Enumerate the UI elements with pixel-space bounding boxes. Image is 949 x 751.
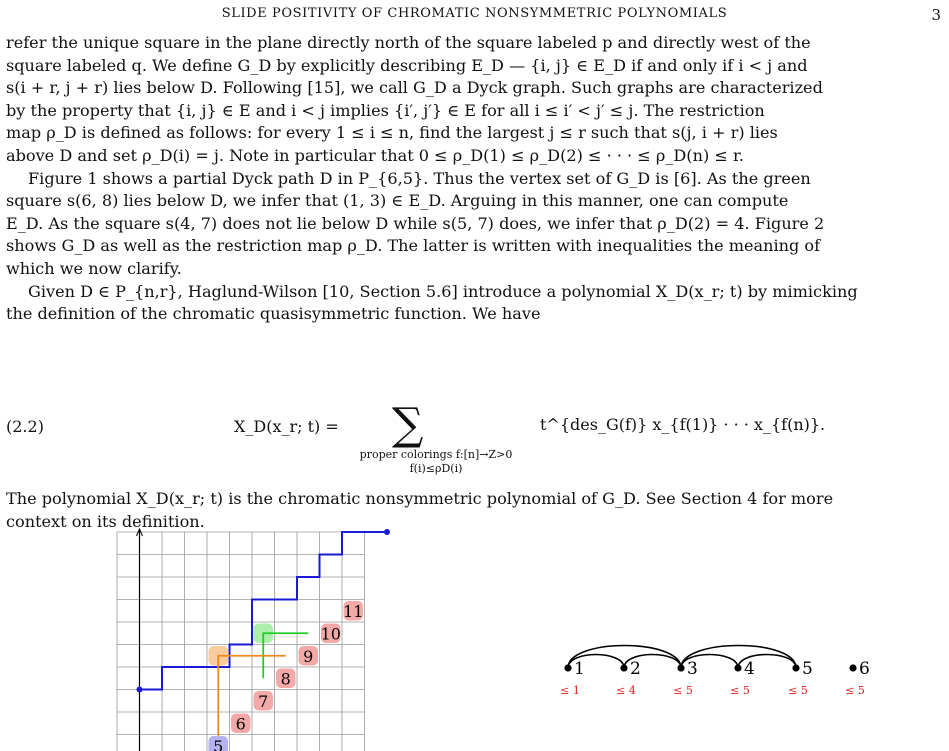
summation-subscript: f(i)≤ρD(i)	[409, 462, 463, 475]
restriction-label: ≤ 4	[616, 684, 636, 697]
figure-1-dyck-path	[112, 528, 412, 751]
graph-vertex	[564, 664, 571, 671]
path-end-dot	[384, 529, 390, 535]
graph-vertex	[620, 664, 627, 671]
square-label: 8	[280, 669, 291, 689]
summation-symbol: ∑	[392, 399, 424, 450]
vertex-label: 2	[630, 659, 641, 679]
paths	[137, 529, 391, 746]
equation-2-2	[6, 399, 942, 475]
paragraph-line: shows G_D as well as the restriction map ρ_D. The latter is written with inequalities the meaning of	[6, 236, 821, 256]
paragraph-line: square labeled q. We define G_D by explicitly describing E_D — {i, j} ∈ E_D if and only if i < j and	[6, 55, 808, 75]
graph-vertices	[564, 659, 869, 679]
vertex-label: 5	[802, 659, 813, 679]
paragraph-line: above D and set ρ_D(i) = j. Note in particular that 0 ≤ ρ_D(1) ≤ ρ_D(2) ≤ · · · ≤ ρ_D(n) ≤ r.	[6, 145, 744, 165]
equation-rhs: t^{des_G(f)} x_{f(1)} · · · x_{f(n)}.	[540, 415, 826, 434]
square-label: 10	[320, 624, 341, 644]
restriction-labels	[560, 684, 865, 697]
graph-vertex	[677, 664, 684, 671]
page-number: 3	[931, 6, 941, 24]
body-text-after-equation	[6, 488, 942, 533]
paragraph-line: The polynomial X_D(x_r; t) is the chromatic nonsymmetric polynomial of G_D. See Section 4 for more	[6, 489, 834, 508]
paragraph-line: s(i + r, j + r) lies below D. Following [15], we call G_D a Dyck graph. Such graphs are characterized	[6, 78, 823, 98]
restriction-label: ≤ 5	[730, 684, 750, 697]
paragraph-line: Figure 1 shows a partial Dyck path D in P_{6,5}. Thus the vertex set of G_D is [6]. As the green	[28, 168, 811, 188]
body-text	[6, 32, 942, 326]
figure-2-dyck-graph	[548, 628, 888, 698]
paragraph-line: square s(6, 8) lies below D, we infer that (1, 3) ∈ E_D. Arguing in this manner, one can compute	[6, 191, 789, 211]
paragraph-line: refer the unique square in the plane directly north of the square labeled p and directly west of the	[6, 33, 811, 52]
graph-vertex	[849, 664, 856, 671]
paragraph-line: the definition of the chromatic quasisymmetric function. We have	[6, 304, 541, 324]
page-header	[0, 4, 949, 26]
restriction-label: ≤ 5	[673, 684, 693, 697]
square-label: 6	[235, 714, 246, 734]
vertex-label: 3	[687, 659, 698, 679]
graph-vertex	[734, 664, 741, 671]
paragraph-line: E_D. As the square s(4, 7) does not lie below D while s(5, 7) does, we infer that ρ_D(2) = 4. Figure 2	[6, 213, 825, 233]
restriction-label: ≤ 5	[845, 684, 865, 697]
equation-lhs: X_D(x_r; t) =	[234, 417, 339, 436]
paragraph-line: map ρ_D is defined as follows: for every 1 ≤ i ≤ n, find the largest j ≤ r such that s(j, i + r) lies	[6, 123, 778, 143]
paragraph-line: Given D ∈ P_{n,r}, Haglund-Wilson [10, Section 5.6] introduce a polynomial X_D(x_r; t) by mimicking	[28, 281, 858, 301]
graph-vertex	[792, 664, 799, 671]
paragraph-line: which we now clarify.	[6, 258, 182, 278]
vertex-label: 4	[744, 659, 755, 679]
square-label: 11	[343, 602, 364, 621]
paragraph-line: context on its definition.	[6, 511, 205, 531]
restriction-label: ≤ 1	[560, 684, 580, 697]
running-title: SLIDE POSITIVITY OF CHROMATIC NONSYMMETRIC POLYNOMIALS	[221, 6, 728, 21]
square-label: 7	[258, 692, 269, 711]
restriction-label: ≤ 5	[788, 684, 808, 697]
paragraph-line: by the property that {i, j} ∈ E and i < j implies {i′, j′} ∈ E for all i ≤ i′ < j′ ≤ j. The restriction	[6, 100, 765, 120]
path-start-dot	[137, 687, 143, 693]
square-label: 5	[213, 737, 224, 751]
vertex-label: 1	[574, 659, 585, 679]
vertex-label: 6	[859, 659, 870, 679]
square-label: 9	[303, 647, 314, 666]
summation-subscript: proper colorings f:[n]→Z>0	[359, 448, 513, 461]
equation-number: (2.2)	[6, 417, 44, 436]
